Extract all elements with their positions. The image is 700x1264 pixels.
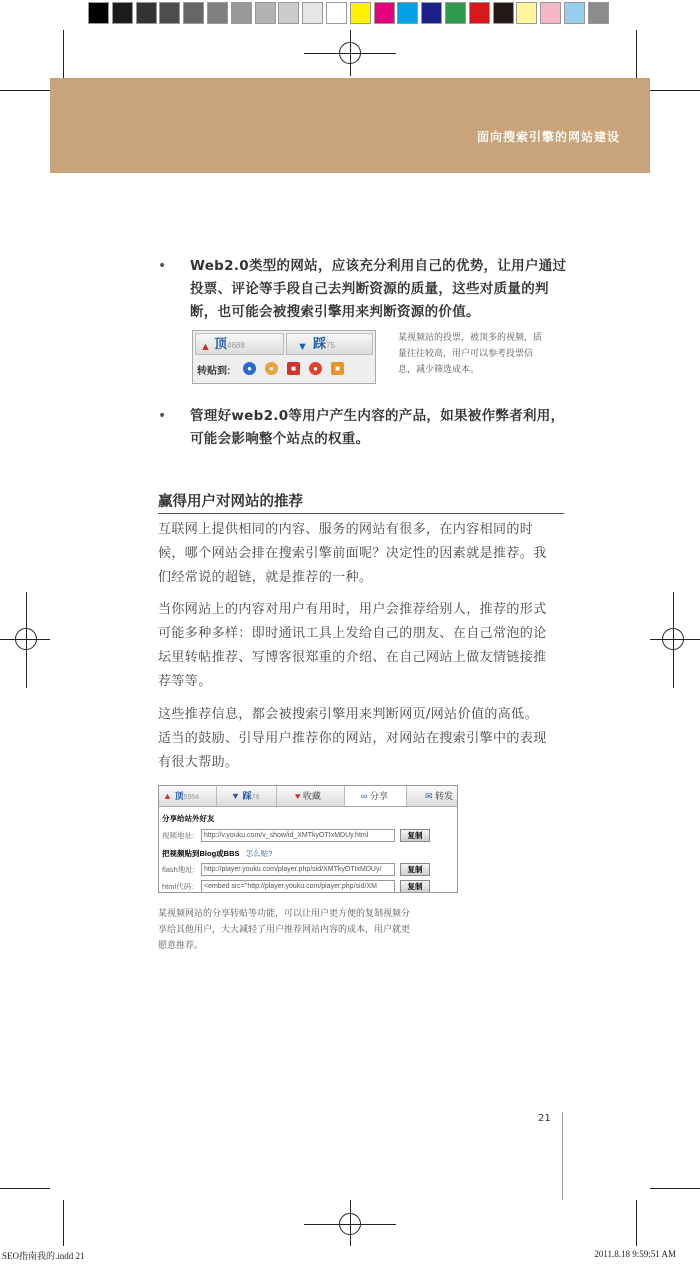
vote-down-label: 踩: [313, 336, 327, 351]
calibration-swatch: [588, 2, 609, 24]
calibration-swatch: [231, 2, 252, 24]
html-code-label: html代码:: [162, 882, 194, 891]
calibration-swatch: [421, 2, 442, 24]
calibration-swatch: [469, 2, 490, 24]
share-icon-3: ■: [287, 362, 300, 375]
weibo-icon: ●: [309, 362, 322, 375]
calibration-swatch: [136, 2, 157, 24]
section-heading: 赢得用户对网站的推荐: [158, 494, 303, 510]
bullet-line: 可能会影响整个站点的权重。: [190, 431, 370, 447]
calibration-swatch: [540, 2, 561, 24]
tab-share: ∞ 分享: [345, 786, 407, 806]
vote-up-button: [195, 333, 284, 355]
copy-button: 复制: [400, 880, 430, 893]
vote-up-label: 顶: [214, 336, 228, 351]
share-icon: ∞: [361, 791, 368, 801]
header-band: [50, 78, 650, 173]
thumbs-down-icon: ▼: [297, 341, 308, 353]
calibration-swatch: [302, 2, 323, 24]
calibration-swatch: [350, 2, 371, 24]
bullet-line: 管理好web2.0等用户产生内容的产品，如果被作弊者利用，: [190, 408, 565, 424]
share-friends-heading: 分享给站外好友: [162, 814, 215, 823]
vote-down-count: 75: [326, 341, 335, 350]
copy-button: 复制: [400, 863, 430, 876]
calibration-swatch: [255, 2, 276, 24]
vote-widget-screenshot: [192, 330, 376, 384]
vote-down-button: [286, 333, 373, 355]
box-icon: ■: [331, 362, 344, 375]
calibration-swatch: [159, 2, 180, 24]
heart-icon: ♥: [295, 791, 301, 801]
flash-address-label: flash地址:: [162, 865, 195, 874]
share-tab-bar: [159, 786, 458, 807]
vote-up-count: 4688: [227, 341, 245, 350]
section-divider: [158, 513, 564, 514]
calibration-swatch: [397, 2, 418, 24]
share-to-label: 转贴到:: [197, 366, 231, 377]
color-calibration-bar: [0, 0, 700, 26]
bullet-line: Web2.0类型的网站，应该充分利用自己的优势，让用户通过: [190, 258, 567, 274]
share-widget-screenshot: [158, 785, 458, 893]
print-slug-left: SEO指南我的.indd 21: [2, 1251, 85, 1261]
bullet-line: 断，也可能会被搜索引擎用来判断资源的价值。: [190, 304, 480, 320]
thumbs-down-icon: ▼: [231, 791, 240, 801]
video-address-label: 视频地址:: [162, 831, 195, 840]
calibration-swatch: [88, 2, 109, 24]
flash-address-field: http://player.youku.com/player.php/sid/XMTkyOTIxMDUy/: [201, 863, 395, 876]
calibration-swatch: [112, 2, 133, 24]
bullet-dot: •: [158, 258, 167, 274]
thumbs-up-icon: ▲: [163, 791, 172, 801]
copy-button: 复制: [400, 829, 430, 842]
tab-forward: ✉ 转发: [425, 791, 454, 801]
share-icon-2: ●: [265, 362, 278, 375]
video-address-field: http://v.youku.com/v_show/id_XMTkyOTIxMDUy.html: [201, 829, 395, 842]
forward-icon: ✉: [425, 791, 433, 801]
calibration-swatch: [183, 2, 204, 24]
calibration-swatch: [564, 2, 585, 24]
bullet-dot: •: [158, 408, 167, 424]
calibration-swatch: [278, 2, 299, 24]
calibration-swatch: [445, 2, 466, 24]
how-to-link: 怎么贴?: [245, 849, 273, 858]
share-icon-1: ●: [243, 362, 256, 375]
calibration-swatch: [207, 2, 228, 24]
blog-bbs-row: [162, 848, 272, 859]
calibration-swatch: [516, 2, 537, 24]
page-number: 21: [538, 1113, 551, 1124]
tab-favorite: ♥ 收藏: [277, 786, 345, 806]
calibration-swatch: [326, 2, 347, 24]
calibration-swatch: [374, 2, 395, 24]
calibration-swatch: [493, 2, 514, 24]
tab-up: ▲ 顶5954: [159, 786, 217, 806]
thumbs-up-icon: ▲: [200, 341, 211, 353]
print-slug-right: 2011.8.18 9:59:51 AM: [594, 1249, 676, 1259]
bullet-line: 投票、评论等手段自己去判断资源的质量，这些对质量的判: [190, 281, 549, 297]
running-header-title: 面向搜索引擎的网站建设: [476, 130, 620, 144]
html-code-field: <embed src="http://player.youku.com/player.php/sid/XM: [201, 880, 395, 893]
blog-bbs-heading: 把视频贴到Blog或BBS: [162, 849, 240, 858]
tab-down: ▼ 踩78: [217, 786, 277, 806]
